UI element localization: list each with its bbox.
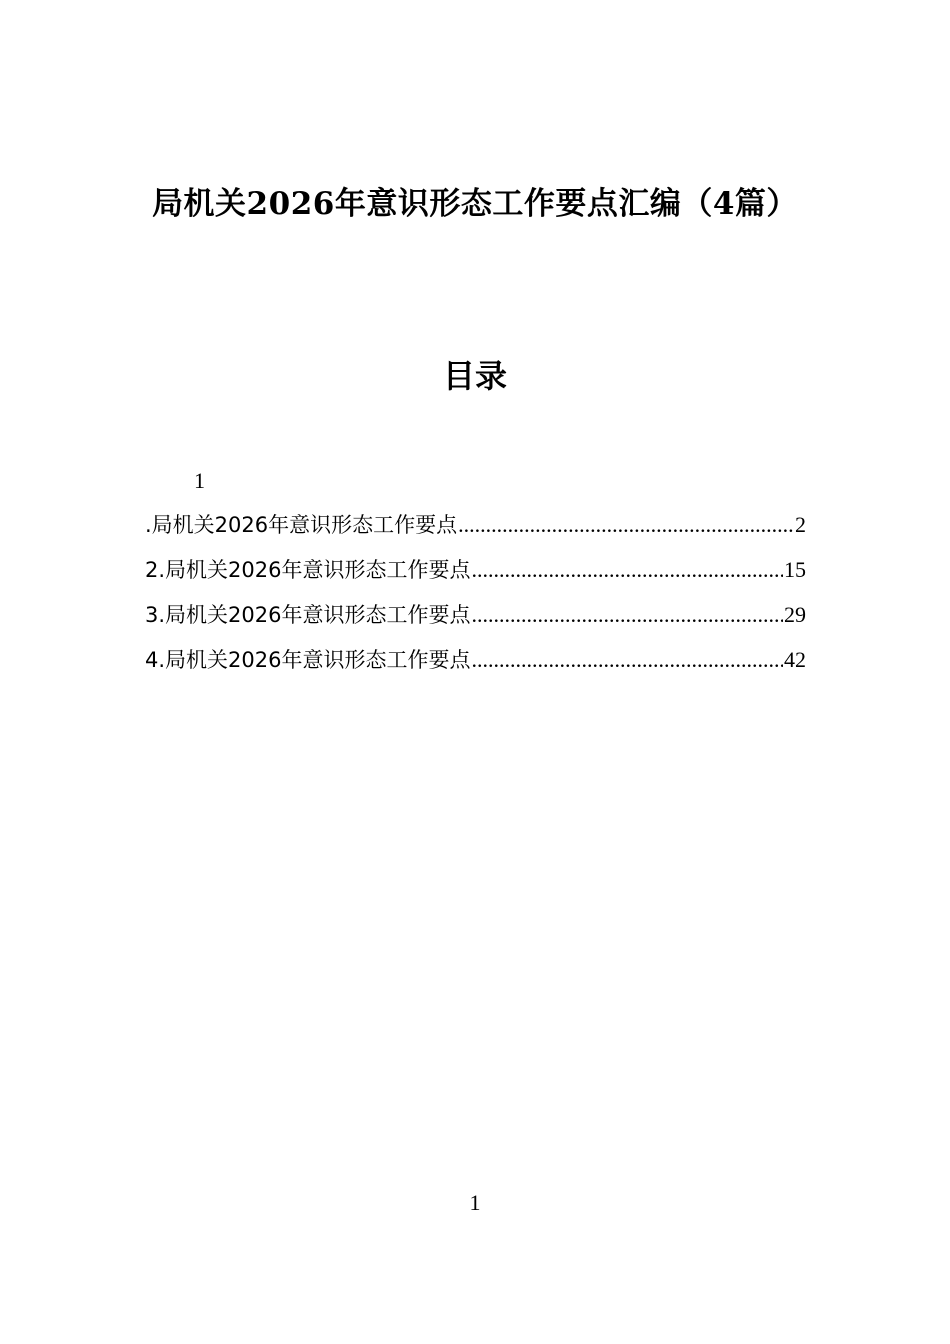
toc-entry-label: 2.局机关2026年意识形态工作要点: [145, 558, 471, 582]
toc-heading: 目录: [442, 357, 507, 395]
toc-entry-label: .局机关2026年意识形态工作要点: [145, 513, 458, 537]
document-title: 局机关2026年意识形态工作要点汇编（4篇）: [152, 186, 798, 222]
toc-leader-dots: [471, 598, 783, 632]
toc-entry-page: 42: [784, 647, 806, 672]
toc-leader-dots: [471, 643, 783, 677]
toc-leader-dots: [458, 508, 794, 542]
toc-entry-4[interactable]: [145, 643, 806, 688]
toc-entry-page: 2: [795, 512, 806, 537]
toc-entry-1[interactable]: [145, 508, 806, 553]
toc-entry-label: 4.局机关2026年意识形态工作要点: [145, 648, 471, 672]
toc-entry-page: 29: [784, 602, 806, 627]
toc-stray-number: 1: [194, 468, 205, 493]
toc-entry-page: 15: [784, 557, 806, 582]
page-number: 1: [469, 1190, 481, 1215]
toc-entry-3[interactable]: [145, 598, 806, 643]
toc-leader-dots: [471, 553, 783, 587]
table-of-contents: [145, 508, 806, 688]
toc-entry-2[interactable]: [145, 553, 806, 598]
toc-entry-label: 3.局机关2026年意识形态工作要点: [145, 603, 471, 627]
